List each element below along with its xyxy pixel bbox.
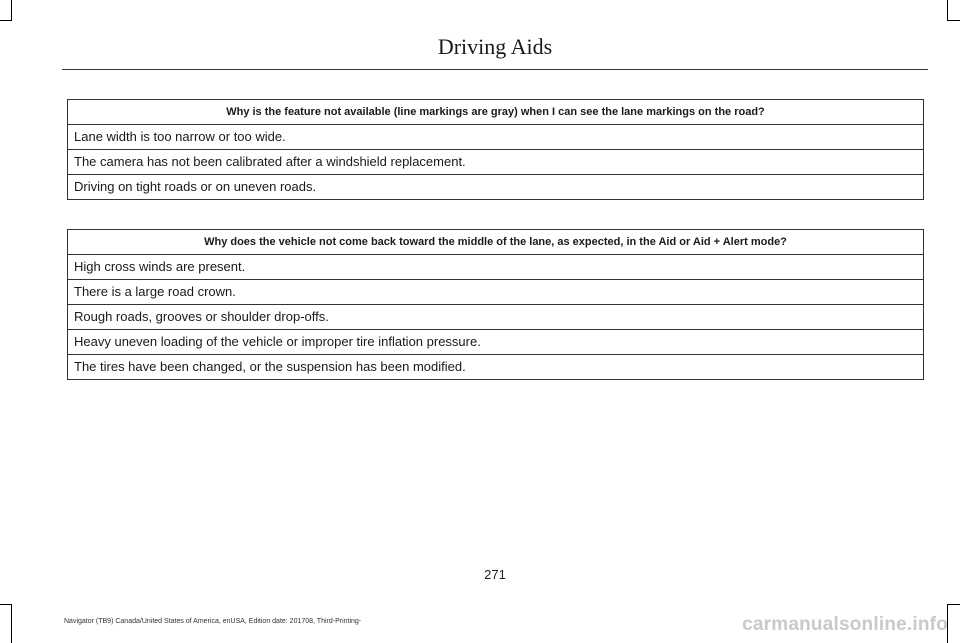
- table-answer: Lane width is too narrow or too wide.: [68, 125, 924, 150]
- crop-mark-top-right-v: [947, 0, 948, 20]
- table-answer: Driving on tight roads or on uneven roads.: [68, 175, 924, 200]
- crop-mark-top-right-h: [947, 20, 960, 21]
- table-row: [68, 255, 924, 280]
- table-answer: Rough roads, grooves or shoulder drop-offs.: [68, 305, 924, 330]
- page-title: Driving Aids: [437, 34, 553, 59]
- crop-mark-bottom-left-v: [11, 604, 12, 643]
- table-question: Why does the vehicle not come back toward the middle of the lane, as expected, in the Aid or Aid + Alert mode?: [68, 230, 924, 255]
- table-row: [68, 150, 924, 175]
- crop-mark-bottom-right-h: [947, 604, 960, 605]
- faq-table-lane-centering: [67, 229, 924, 380]
- table-row: [68, 125, 924, 150]
- table-header-row: [68, 100, 924, 125]
- edition-footer: Navigator (TB9) Canada/United States of America, enUSA, Edition date: 201708, Third-Printing-: [64, 618, 362, 625]
- table-row: [68, 355, 924, 380]
- table-answer: There is a large road crown.: [68, 280, 924, 305]
- table-row: [68, 330, 924, 355]
- faq-table-lane-markings: [67, 99, 924, 200]
- table-answer: The tires have been changed, or the suspension has been modified.: [68, 355, 924, 380]
- table-header-row: [68, 230, 924, 255]
- table-answer: High cross winds are present.: [68, 255, 924, 280]
- table-question: Why is the feature not available (line markings are gray) when I can see the lane markings on the road?: [68, 100, 924, 125]
- title-divider: [62, 69, 928, 70]
- page-number: 271: [484, 567, 506, 582]
- table-row: [68, 305, 924, 330]
- crop-mark-top-left-v: [11, 0, 12, 20]
- table-answer: Heavy uneven loading of the vehicle or improper tire inflation pressure.: [68, 330, 924, 355]
- crop-mark-bottom-left-h: [0, 604, 12, 605]
- table-answer: The camera has not been calibrated after a windshield replacement.: [68, 150, 924, 175]
- crop-mark-top-left-h: [0, 20, 12, 21]
- table-row: [68, 175, 924, 200]
- table-row: [68, 280, 924, 305]
- watermark: carmanualsonline.info: [742, 614, 948, 635]
